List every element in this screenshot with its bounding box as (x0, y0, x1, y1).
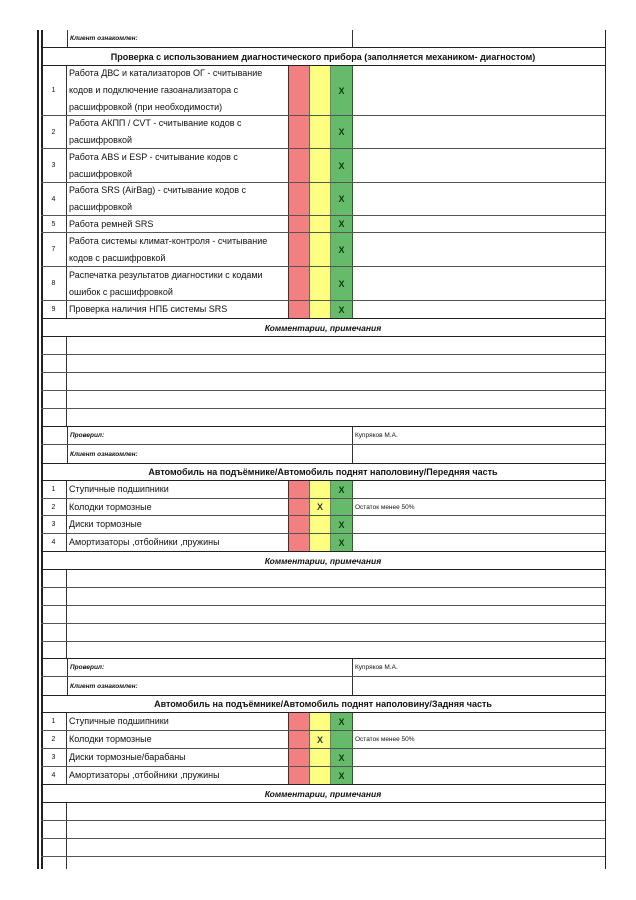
inspection-table (41, 30, 606, 869)
item-number: 1 (41, 66, 67, 115)
comment-number-cell (41, 821, 67, 838)
client-acknowledged-row (41, 30, 605, 48)
item-label: Диски тормозные (67, 516, 289, 533)
status-green-cell[interactable] (331, 731, 353, 748)
item-label: Работа ремней SRS (67, 216, 289, 232)
comment-number-cell (41, 588, 67, 605)
status-yellow-cell[interactable] (310, 516, 331, 533)
comment-number-cell (41, 803, 67, 820)
item-number: 2 (41, 731, 67, 748)
comment-line[interactable] (41, 355, 605, 373)
item-note[interactable] (353, 216, 605, 232)
item-note[interactable] (353, 267, 605, 300)
item-note[interactable] (353, 713, 605, 730)
check-item-row (41, 481, 605, 499)
check-item-row (41, 149, 605, 183)
item-note[interactable] (353, 534, 605, 551)
item-label: Колодки тормозные (67, 499, 289, 515)
client-acknowledged-row (41, 677, 605, 695)
section-title: Автомобиль на подъёмнике/Автомобиль поднят наполовину/Задняя часть (41, 695, 605, 713)
client-acknowledged-label: Клиент ознакомлен: (67, 30, 353, 47)
status-green-cell[interactable]: X (331, 216, 353, 232)
status-green-cell[interactable]: X (331, 481, 353, 498)
item-number: 5 (41, 216, 67, 232)
comment-line[interactable] (41, 409, 605, 427)
comment-line[interactable] (41, 606, 605, 624)
item-note[interactable] (353, 116, 605, 148)
comment-line[interactable] (41, 803, 605, 821)
status-yellow-cell[interactable] (310, 713, 331, 730)
item-number: 2 (41, 499, 67, 515)
item-label: Работа системы климат-контроля - считывание кодов с расшифровкой (67, 233, 289, 266)
item-label: Амортизаторы ,отбойники ,пружины (67, 534, 289, 551)
item-number: 3 (41, 516, 67, 533)
item-number: 7 (41, 233, 67, 266)
check-item-row (41, 534, 605, 552)
checked-by-value[interactable]: Купряков М.А. (355, 664, 398, 671)
check-item-row (41, 516, 605, 534)
comment-number-cell (41, 373, 67, 390)
item-note[interactable] (353, 749, 605, 766)
comment-number-cell (41, 570, 67, 587)
check-item-row (41, 216, 605, 233)
check-item-row (41, 183, 605, 216)
status-red-cell[interactable] (289, 499, 310, 515)
status-yellow-cell[interactable]: X (310, 731, 331, 748)
comment-line[interactable] (41, 391, 605, 409)
status-yellow-cell[interactable] (310, 66, 331, 115)
comment-line[interactable] (41, 570, 605, 588)
status-green-cell[interactable] (331, 499, 353, 515)
status-green-cell[interactable]: X (331, 767, 353, 784)
comment-line[interactable] (41, 642, 605, 659)
item-label: Ступичные подшипники (67, 713, 289, 730)
check-item-row (41, 267, 605, 301)
status-green-cell[interactable]: X (331, 233, 353, 266)
status-yellow-cell[interactable] (310, 301, 331, 318)
status-red-cell[interactable] (289, 731, 310, 748)
status-yellow-cell[interactable]: X (310, 499, 331, 515)
comment-line[interactable] (41, 337, 605, 355)
item-number: 4 (41, 534, 67, 551)
checked-by-label: Проверил: (67, 659, 353, 676)
status-red-cell[interactable] (289, 216, 310, 232)
section-title: Проверка с использованием диагностического прибора (заполняется механиком- диагностом) (41, 48, 605, 66)
status-red-cell[interactable] (289, 767, 310, 784)
status-green-cell[interactable]: X (331, 516, 353, 533)
section-title: Автомобиль на подъёмнике/Автомобиль поднят наполовину/Передняя часть (41, 463, 605, 481)
checked-by-row (41, 427, 605, 445)
item-label: Работа АКПП / CVT - считывание кодов с расшифровкой (67, 116, 289, 148)
check-item-row (41, 66, 605, 116)
comment-number-cell (41, 839, 67, 856)
comment-number-cell (41, 642, 67, 658)
item-label: Ступичные подшипники (67, 481, 289, 498)
check-item-row (41, 767, 605, 785)
item-note[interactable] (353, 481, 605, 498)
item-label: Работа SRS (AirBag) - считывание кодов с расшифровкой (67, 183, 289, 215)
status-red-cell[interactable] (289, 116, 310, 148)
comment-line[interactable] (41, 588, 605, 606)
status-yellow-cell[interactable] (310, 216, 331, 232)
item-label: Амортизаторы ,отбойники ,пружины (67, 767, 289, 784)
comment-number-cell (41, 355, 67, 372)
item-note[interactable] (353, 149, 605, 182)
item-number: 1 (41, 481, 67, 498)
status-red-cell[interactable] (289, 749, 310, 766)
status-yellow-cell[interactable] (310, 534, 331, 551)
item-number: 3 (41, 149, 67, 182)
status-green-cell[interactable]: X (331, 149, 353, 182)
status-yellow-cell[interactable] (310, 267, 331, 300)
item-note[interactable] (353, 183, 605, 215)
item-number: 2 (41, 116, 67, 148)
comments-header: Комментарии, примечания (41, 552, 605, 570)
status-red-cell[interactable] (289, 534, 310, 551)
status-red-cell[interactable] (289, 301, 310, 318)
client-acknowledged-label: Клиент ознакомлен: (67, 445, 353, 463)
check-item-row (41, 713, 605, 731)
status-red-cell[interactable] (289, 713, 310, 730)
status-yellow-cell[interactable] (310, 116, 331, 148)
item-label: Работа ABS и ESP - считывание кодов с расшифровкой (67, 149, 289, 182)
check-item-row (41, 499, 605, 516)
outer-border-line (37, 30, 39, 869)
comment-number-cell (41, 857, 67, 869)
status-yellow-cell[interactable] (310, 183, 331, 215)
check-item-row (41, 731, 605, 749)
item-note[interactable]: Остаток менее 50% (355, 736, 415, 743)
item-label: Диски тормозные/барабаны (67, 749, 289, 766)
status-green-cell[interactable]: X (331, 66, 353, 115)
item-label: Колодки тормозные (67, 731, 289, 748)
status-green-cell[interactable]: X (331, 749, 353, 766)
client-acknowledged-label: Клиент ознакомлен: (67, 677, 353, 695)
client-acknowledged-row (41, 445, 605, 463)
client-acknowledged-value[interactable] (353, 677, 605, 695)
item-note[interactable] (353, 516, 605, 533)
comment-number-cell (41, 337, 67, 354)
item-note[interactable] (353, 767, 605, 784)
status-red-cell[interactable] (289, 233, 310, 266)
item-label: Распечатка результатов диагностики с кодами ошибок с расшифровкой (67, 267, 289, 300)
item-note[interactable]: Остаток менее 50% (355, 503, 415, 511)
checked-by-value[interactable]: Купряков М.А. (355, 432, 398, 439)
status-green-cell[interactable]: X (331, 183, 353, 215)
status-red-cell[interactable] (289, 149, 310, 182)
status-yellow-cell[interactable] (310, 749, 331, 766)
client-acknowledged-value[interactable] (353, 445, 605, 463)
item-note[interactable] (353, 301, 605, 318)
item-number: 3 (41, 749, 67, 766)
status-green-cell[interactable]: X (331, 267, 353, 300)
item-note[interactable] (353, 66, 605, 115)
check-item-row (41, 116, 605, 149)
status-yellow-cell[interactable] (310, 149, 331, 182)
status-green-cell[interactable]: X (331, 713, 353, 730)
comment-line[interactable] (41, 857, 605, 869)
comment-number-cell (41, 606, 67, 623)
status-yellow-cell[interactable] (310, 767, 331, 784)
status-green-cell[interactable]: X (331, 534, 353, 551)
status-red-cell[interactable] (289, 267, 310, 300)
checked-by-label: Проверил: (67, 427, 353, 444)
item-number: 9 (41, 301, 67, 318)
comments-header: Комментарии, примечания (41, 319, 605, 337)
check-item-row (41, 301, 605, 319)
item-label: Работа ДВС и катализаторов ОГ - считывание кодов и подключение газоанализатора с расшифровкой (при необходимости) (67, 66, 289, 115)
comment-number-cell (41, 391, 67, 408)
status-green-cell[interactable]: X (331, 116, 353, 148)
comment-line[interactable] (41, 624, 605, 642)
item-label: Проверка наличия НПБ системы SRS (67, 301, 289, 318)
item-number: 4 (41, 183, 67, 215)
client-acknowledged-value[interactable] (353, 30, 605, 47)
item-number: 1 (41, 713, 67, 730)
checked-by-row (41, 659, 605, 677)
comment-number-cell (41, 409, 67, 426)
status-red-cell[interactable] (289, 481, 310, 498)
status-red-cell[interactable] (289, 516, 310, 533)
item-number: 4 (41, 767, 67, 784)
comment-number-cell (41, 624, 67, 641)
status-yellow-cell[interactable] (310, 481, 331, 498)
check-item-row (41, 233, 605, 267)
comments-header: Комментарии, примечания (41, 785, 605, 803)
comment-line[interactable] (41, 821, 605, 839)
item-note[interactable] (353, 233, 605, 266)
status-yellow-cell[interactable] (310, 233, 331, 266)
item-number: 8 (41, 267, 67, 300)
check-item-row (41, 749, 605, 767)
status-red-cell[interactable] (289, 66, 310, 115)
status-red-cell[interactable] (289, 183, 310, 215)
status-green-cell[interactable]: X (331, 301, 353, 318)
comment-line[interactable] (41, 373, 605, 391)
comment-line[interactable] (41, 839, 605, 857)
